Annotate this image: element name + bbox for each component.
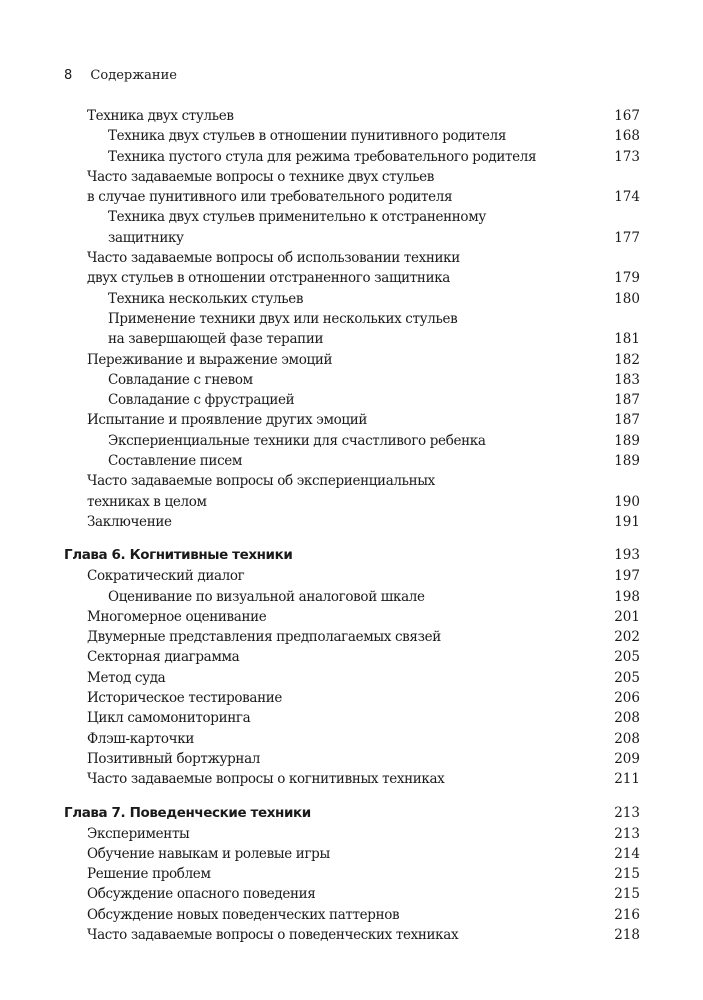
toc-entry-title: Решение проблем — [87, 866, 211, 883]
toc-entry-title: Историческое тестирование — [87, 690, 283, 707]
toc-entry-title: Совладание с фрустрацией — [108, 392, 295, 409]
toc-entry-title: Часто задаваемые вопросы о когнитивных техниках — [87, 771, 445, 788]
toc-page-number: 205 — [614, 669, 640, 686]
toc-entry — [0, 844, 703, 864]
toc-entry-title: Составление писем — [108, 453, 243, 470]
toc-entry — [0, 627, 703, 647]
toc-page-number: 182 — [614, 351, 640, 368]
toc-chapter-heading — [0, 802, 703, 824]
toc-page-number: 216 — [614, 906, 640, 923]
toc-entry — [0, 566, 703, 586]
toc-entry-title: Техника двух стульев — [87, 108, 234, 124]
toc-entry — [0, 167, 703, 187]
toc-page-number: 215 — [614, 866, 640, 883]
toc-page-number: 201 — [614, 608, 640, 625]
toc-entry — [0, 905, 703, 925]
toc-entry — [0, 647, 703, 667]
toc-entry-title: Экспериенциальные техники для счастливого ребенка — [108, 432, 486, 449]
toc-entry-title: Техника пустого стула для режима требовательного родителя — [108, 148, 537, 165]
toc-page-number: 218 — [614, 926, 640, 943]
toc-page-number: 206 — [614, 690, 640, 707]
toc-entry-title: Часто задаваемые вопросы об использовании техники — [87, 250, 460, 267]
toc-entry-title: Заключение — [87, 513, 172, 530]
toc-entry — [0, 309, 703, 329]
toc-entry-title: Цикл самомониторинга — [87, 710, 251, 727]
toc-entry — [0, 248, 703, 268]
toc-entry-title: Двумерные представления предполагаемых связей — [87, 629, 441, 646]
toc-entry — [0, 668, 703, 688]
toc-entry — [0, 708, 703, 728]
toc-entry-title: Часто задаваемые вопросы об экспериенциальных — [87, 473, 435, 490]
toc-entry-title: Эксперименты — [87, 825, 190, 842]
toc-page-number: 197 — [614, 568, 640, 585]
toc-page-number: 208 — [614, 730, 640, 747]
toc-entry-title: Испытание и проявление других эмоций — [87, 412, 368, 429]
toc-entry — [0, 451, 703, 471]
toc-entry-title: Техника двух стульев применительно к отстраненному — [108, 209, 486, 226]
toc-page-number: 174 — [614, 189, 640, 206]
toc-entry-title: Часто задаваемые вопросы о поведенческих техниках — [87, 926, 459, 943]
toc-page-number: 213 — [614, 804, 640, 821]
toc-entry — [0, 688, 703, 708]
toc-page-number: 179 — [614, 270, 640, 287]
toc-entry — [0, 289, 703, 309]
toc-page-number: 214 — [614, 845, 640, 862]
toc-entry-title: Часто задаваемые вопросы о технике двух стульев — [87, 168, 434, 185]
toc-entry — [0, 824, 703, 844]
toc-page-number: 167 — [614, 108, 640, 124]
toc-page-number: 193 — [614, 547, 640, 564]
toc-entry — [0, 187, 703, 207]
toc-entry — [0, 769, 703, 789]
toc-page-number: 181 — [614, 331, 640, 348]
toc-entry — [0, 410, 703, 430]
toc-page-number: 215 — [614, 886, 640, 903]
toc-page-number: 211 — [614, 771, 640, 788]
toc-entry-title: Метод суда — [87, 669, 166, 686]
toc-page-number: 202 — [614, 629, 640, 646]
toc-page-number: 177 — [614, 229, 640, 246]
toc-page-number: 189 — [614, 453, 640, 470]
toc-entry — [0, 729, 703, 749]
toc-page-number: 189 — [614, 432, 640, 449]
toc-entry — [0, 390, 703, 410]
toc-entry — [0, 512, 703, 532]
page-number: 8 — [64, 68, 73, 83]
toc-page-number: 191 — [614, 513, 640, 530]
toc-entry-title: Переживание и выражение эмоций — [87, 351, 333, 368]
toc-page-number: 187 — [614, 392, 640, 409]
toc-entry-title: в случае пунитивного или требовательного родителя — [87, 189, 453, 206]
toc-page-number: 173 — [614, 148, 640, 165]
table-of-contents — [0, 106, 703, 945]
toc-entry — [0, 884, 703, 904]
toc-entry-title: Флэш-карточки — [87, 730, 194, 747]
toc-page-number: 183 — [614, 371, 640, 388]
toc-entry-title: на завершающей фазе терапии — [108, 331, 324, 348]
toc-entry — [0, 350, 703, 370]
running-title: Содержание — [90, 68, 177, 83]
toc-entry-title: Совладание с гневом — [108, 371, 253, 388]
toc-entry — [0, 471, 703, 491]
toc-entry-title: Позитивный бортжурнал — [87, 750, 261, 767]
toc-entry-title: Техника нескольких стульев — [108, 290, 304, 307]
toc-entry-title: Применение техники двух или нескольких стульев — [108, 310, 458, 327]
toc-entry-title: техниках в целом — [87, 493, 207, 510]
toc-entry-title: Обучение навыкам и ролевые игры — [87, 845, 330, 862]
toc-page-number: 205 — [614, 649, 640, 666]
toc-entry — [0, 370, 703, 390]
toc-entry-title: Техника двух стульев в отношении пунитивного родителя — [108, 128, 507, 145]
toc-chapter-heading — [0, 544, 703, 566]
toc-entry — [0, 207, 703, 227]
toc-page-number: 209 — [614, 750, 640, 767]
toc-entry — [0, 864, 703, 884]
toc-entry — [0, 749, 703, 769]
toc-entry — [0, 492, 703, 512]
toc-page-number: 198 — [614, 588, 640, 605]
toc-entry — [0, 431, 703, 451]
toc-entry — [0, 147, 703, 167]
toc-entry-title: Сократический диалог — [87, 568, 245, 585]
toc-entry-title: защитнику — [108, 229, 184, 246]
toc-entry-title: Секторная диаграмма — [87, 649, 240, 666]
toc-entry-title: Глава 6. Когнитивные техники — [64, 547, 293, 564]
toc-page-number: 213 — [614, 825, 640, 842]
toc-entry — [0, 106, 703, 126]
running-header — [64, 66, 177, 86]
toc-entry — [0, 126, 703, 146]
toc-entry-title: Глава 7. Поведенческие техники — [64, 804, 311, 821]
toc-entry — [0, 607, 703, 627]
toc-entry — [0, 268, 703, 288]
toc-entry-title: Многомерное оценивание — [87, 608, 267, 625]
toc-entry-title: Обсуждение опасного поведения — [87, 886, 316, 903]
toc-page-number: 168 — [614, 128, 640, 145]
toc-page-number: 190 — [614, 493, 640, 510]
toc-entry — [0, 228, 703, 248]
toc-entry-title: Оценивание по визуальной аналоговой шкале — [108, 588, 425, 605]
toc-entry — [0, 925, 703, 945]
toc-entry — [0, 329, 703, 349]
toc-page-number: 187 — [614, 412, 640, 429]
toc-page-number: 208 — [614, 710, 640, 727]
toc-entry-title: двух стульев в отношении отстраненного защитника — [87, 270, 451, 287]
toc-entry — [0, 587, 703, 607]
toc-entry-title: Обсуждение новых поведенческих паттернов — [87, 906, 400, 923]
toc-page-number: 180 — [614, 290, 640, 307]
